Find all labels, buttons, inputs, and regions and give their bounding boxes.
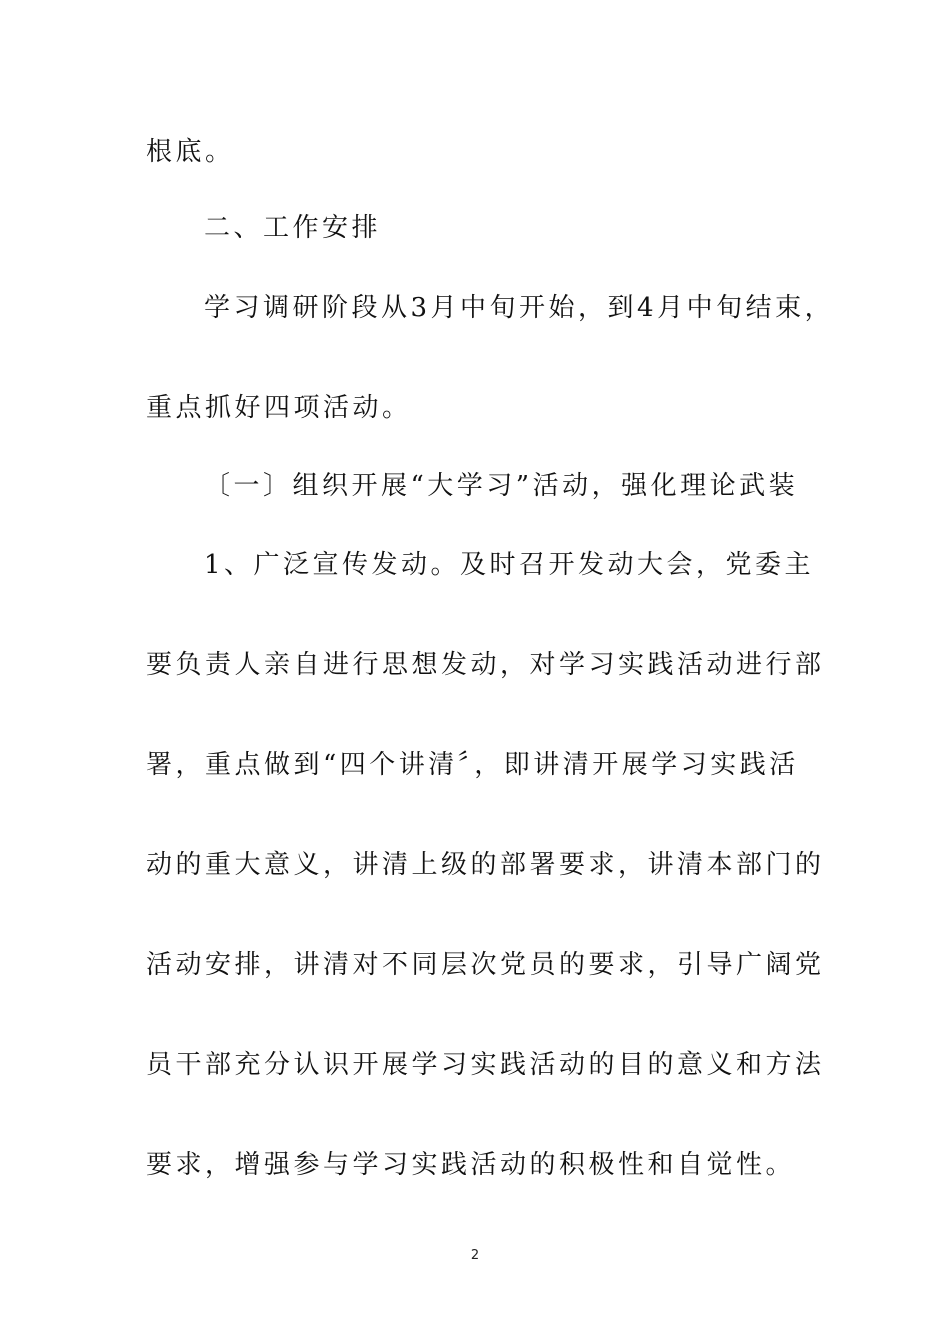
paragraph-line: 根底。 [146, 137, 235, 167]
paragraph-line: 重点抓好四项活动。 [146, 393, 412, 423]
page-number: 2 [470, 1248, 480, 1263]
paragraph-line: 署，重点做到“四个讲清〞，即讲清开展学习实践活 [146, 750, 799, 780]
paragraph-line: 活动安排，讲清对不同层次党员的要求，引导广阔党 [146, 950, 825, 980]
subsection-heading: 〔一〕组织开展“大学习”活动，强化理论武装 [204, 471, 799, 501]
section-heading: 二、工作安排 [204, 213, 382, 243]
paragraph-line: 学习调研阶段从3月中旬开始，到4月中旬结束， [204, 293, 835, 323]
paragraph-line: 要负责人亲自进行思想发动，对学习实践活动进行部 [146, 650, 825, 680]
paragraph-line: 员干部充分认识开展学习实践活动的目的意义和方法 [146, 1050, 825, 1080]
paragraph-line: 1、广泛宣传发动。及时召开发动大会，党委主 [204, 550, 815, 580]
paragraph-line: 要求，增强参与学习实践活动的积极性和自觉性。 [146, 1150, 796, 1180]
paragraph-line: 动的重大意义，讲清上级的部署要求，讲清本部门的 [146, 850, 825, 880]
